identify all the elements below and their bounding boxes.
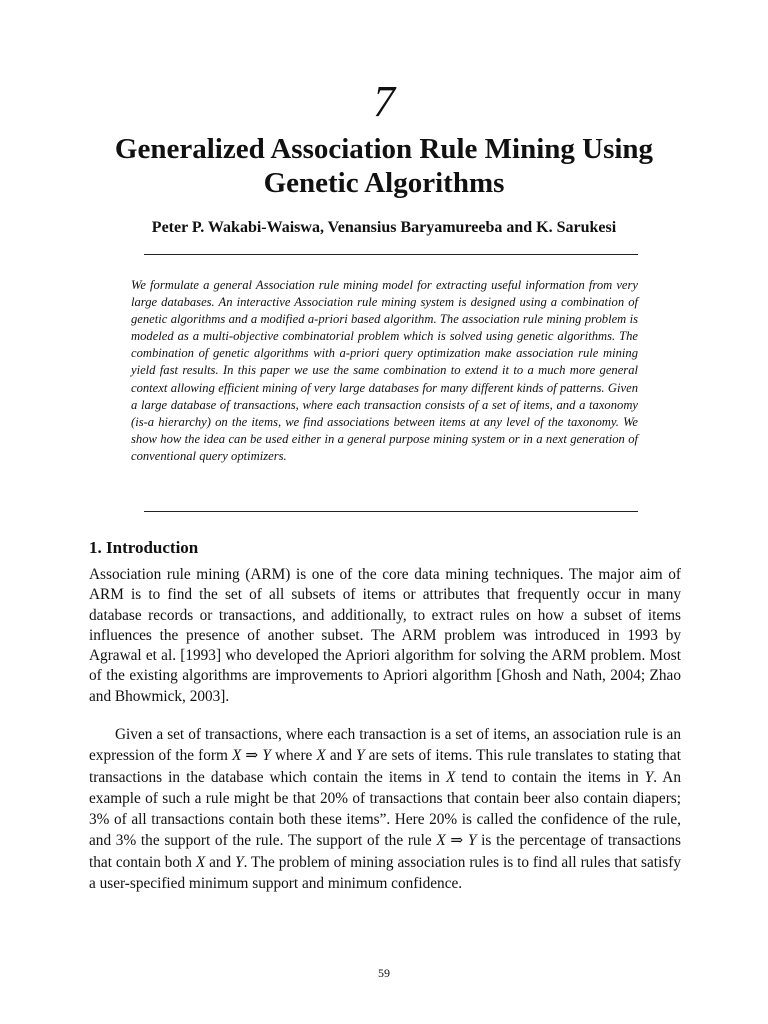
chapter-title: Generalized Association Rule Mining Using Genetic Algorithms	[114, 133, 654, 199]
math-variable: X	[195, 853, 206, 871]
divider-bottom	[144, 511, 638, 512]
abstract: We formulate a general Association rule mining model for extracting useful information from very large databases. An interactive Association rule mining system is designed using a combination of genetic algorithms and a modified a-priori based algorithm. The association rule mining problem is modeled as a multi-objective combinatorial problem which is solved using genetic algorithms. The combination of genetic algorithms with a-priori query optimization make association rule mining yield fast results. In this paper we use the same combination to extend it to a much more general context allowing efficient mining of very large databases for many different kinds of patterns. Given a large database of transactions, where each transaction consists of a set of items, and a taxonomy (is-a hierarchy) on the items, we find associations between items at any level of the taxonomy. We show how the idea can be used either in a general purpose mining system or in a next generation of conventional query optimizers.	[131, 278, 638, 463]
math-variable: Y	[644, 768, 654, 786]
paragraph-text: . An example of such a rule might be that 20% of transactions that contain beer also contain diapers; 3% of all transactions contain both these items”. Here 20% is called the confidence of the rule, and 3% the support of the rule. The support of the rule	[89, 768, 681, 850]
paragraph-text: is the percentage of transactions that contain both	[89, 832, 681, 871]
paragraph-text: . The problem of mining association rules is to find all rules that satisfy a user-specified minimum support and minimum confidence.	[89, 853, 681, 893]
paragraph-text: and	[325, 747, 357, 765]
intro-paragraph-2	[89, 724, 681, 894]
paragraph-text: are sets of items. This rule translates to stating that transactions in the database which contain the items in	[89, 747, 681, 786]
math-variable: X	[445, 768, 456, 786]
math-variable: Y	[235, 853, 244, 871]
math-variable: Y	[356, 747, 365, 765]
math-expression: X ⇒ Y	[231, 747, 271, 765]
intro-paragraph-1: Association rule mining (ARM) is one of the core data mining techniques. The major aim of ARM is to find the set of all subsets of items or attributes that frequently occur in many database records or transactions, and additionally, to extract rules on how a subset of items influences the presence of another subset. The ARM problem was introduced in 1993 by Agrawal et al. [1993] who developed the Apriori algorithm for solving the ARM problem. Most of the existing algorithms are improvements to Apriori algorithm [Ghosh and Nath, 2004; Zhao and Bhowmick, 2003].	[89, 566, 681, 705]
author-list: Peter P. Wakabi-Waiswa, Venansius Baryamureeba and K. Sarukesi	[151, 219, 617, 236]
divider-top	[144, 254, 638, 255]
math-variable: X	[316, 747, 326, 765]
paragraph-text: where	[270, 747, 317, 765]
paragraph-text: tend to contain the items in	[455, 768, 645, 786]
math-expression: X ⇒ Y	[436, 832, 477, 850]
section-heading-introduction: 1. Introduction	[89, 538, 199, 557]
paragraph-text: and	[205, 853, 236, 871]
page-number: 59	[378, 966, 390, 980]
chapter-number: 7	[373, 77, 395, 126]
paragraph-text: Given a set of transactions, where each transaction is a set of items, an association rule is an expression of the form	[89, 726, 681, 765]
